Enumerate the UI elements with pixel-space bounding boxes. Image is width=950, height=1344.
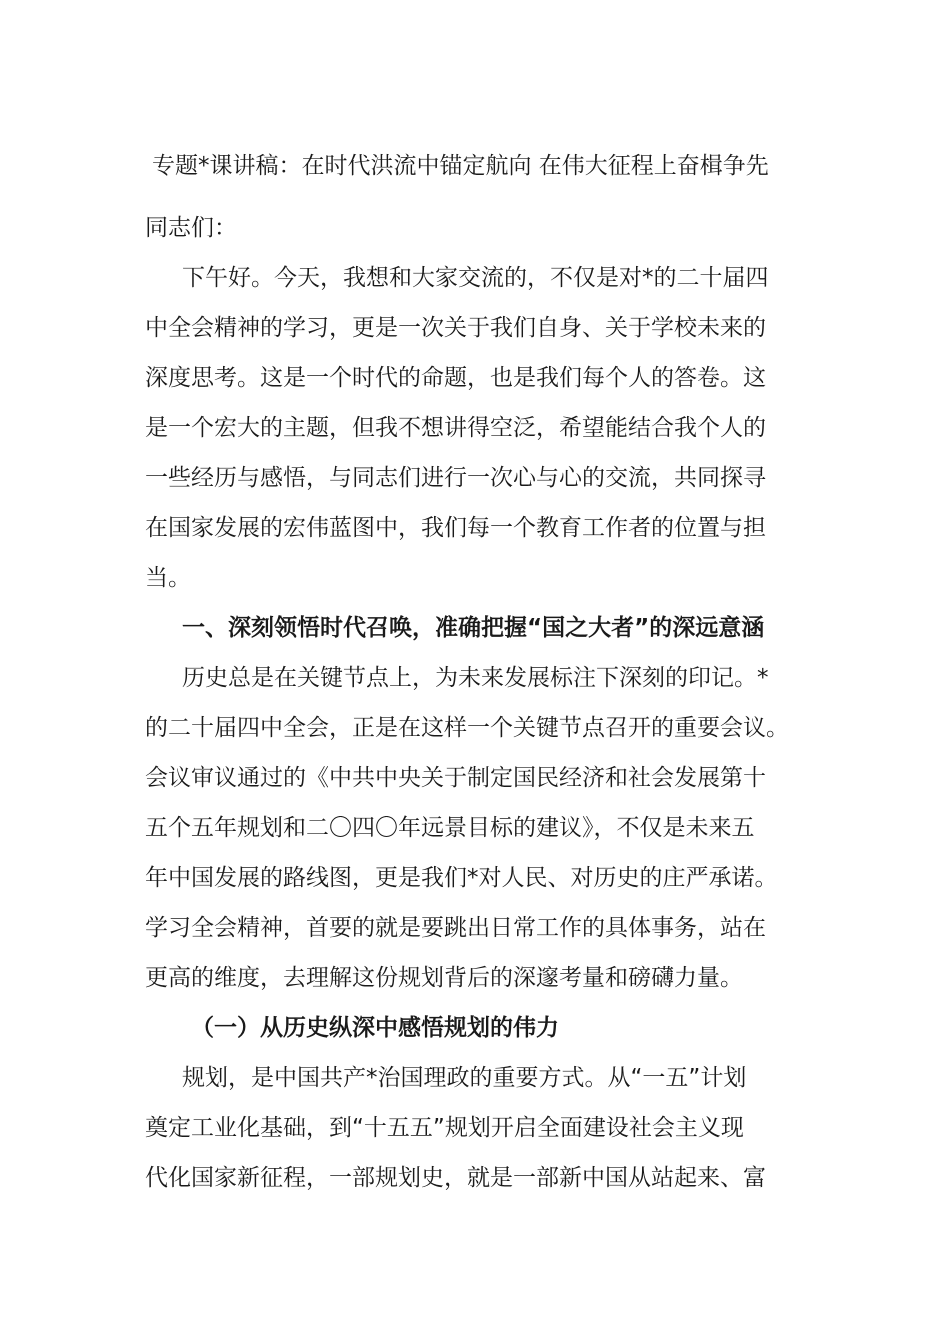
paragraph-line: 是一个宏大的主题，但我不想讲得空泛，希望能结合我个人的 — [145, 415, 766, 441]
paragraph-line: 当。 — [145, 565, 191, 591]
document-body — [145, 258, 815, 1208]
paragraph-line: 年中国发展的路线图，更是我们*对人民、对历史的庄严承诺。 — [145, 865, 778, 891]
paragraph-line: 奠定工业化基础，到“十五五”规划开启全面建设社会主义现 — [145, 1115, 744, 1141]
greeting: 同志们： — [145, 215, 237, 241]
paragraph-line: 在国家发展的宏伟蓝图中，我们每一个教育工作者的位置与担 — [145, 515, 766, 541]
paragraph-line: 五个五年规划和二〇四〇年远景目标的建议》，不仅是未来五 — [145, 815, 755, 841]
paragraph-line: 代化国家新征程，一部规划史，就是一部新中国从站起来、富 — [145, 1165, 766, 1191]
paragraph-line: 更高的维度，去理解这份规划背后的深邃考量和磅礴力量。 — [145, 965, 743, 991]
document-title: 专题*课讲稿：在时代洪流中锚定航向 在伟大征程上奋楫争先 — [152, 153, 769, 179]
paragraph-line: 深度思考。这是一个时代的命题，也是我们每个人的答卷。这 — [145, 365, 766, 391]
paragraph-line: 中全会精神的学习，更是一次关于我们自身、关于学校未来的 — [145, 315, 766, 341]
subsection-heading: （一）从历史纵深中感悟规划的伟力 — [191, 1015, 559, 1041]
paragraph-line: 学习全会精神，首要的就是要跳出日常工作的具体事务，站在 — [145, 915, 766, 941]
paragraph-line: 历史总是在关键节点上，为未来发展标注下深刻的印记。* — [182, 665, 769, 691]
paragraph-line: 的二十届四中全会，正是在这样一个关键节点召开的重要会议。 — [145, 715, 789, 741]
paragraph-line: 会议审议通过的《中共中央关于制定国民经济和社会发展第十 — [145, 765, 766, 791]
paragraph-line: 下午好。今天，我想和大家交流的，不仅是对*的二十届四 — [182, 265, 769, 291]
paragraph-line: 一些经历与感悟，与同志们进行一次心与心的交流，共同探寻 — [145, 465, 766, 491]
paragraph-line: 规划，是中国共产*治国理政的重要方式。从“一五”计划 — [182, 1065, 747, 1091]
section-heading: 一、深刻领悟时代召唤，准确把握“国之大者”的深远意涵 — [182, 615, 765, 641]
